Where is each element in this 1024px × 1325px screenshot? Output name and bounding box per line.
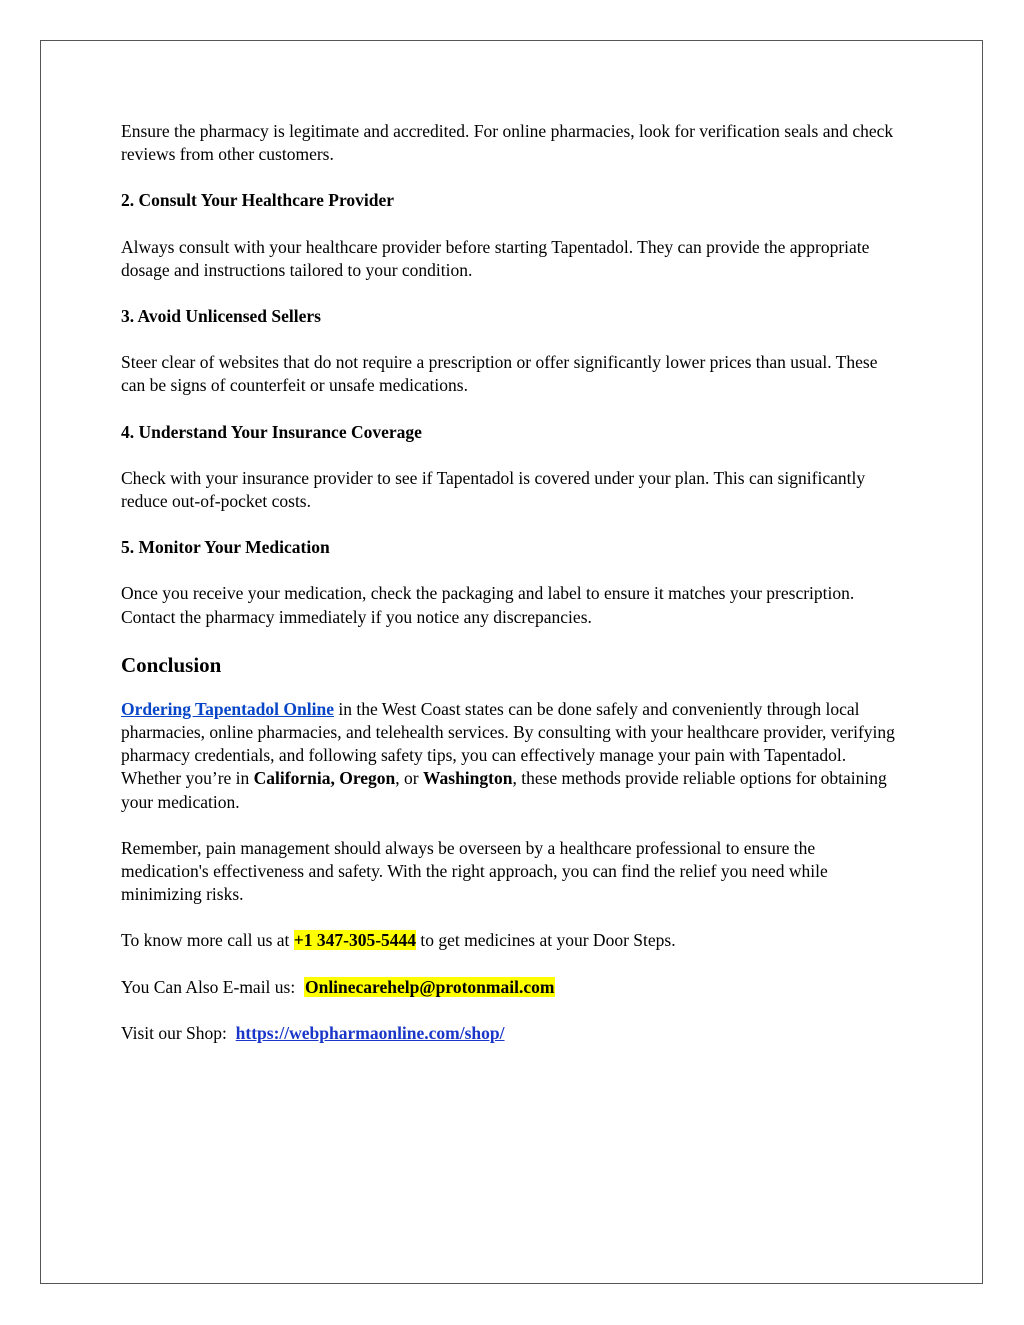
- phone-number[interactable]: +1 347-305-5444: [293, 930, 417, 951]
- section-heading-insurance: 4. Understand Your Insurance Coverage: [121, 421, 422, 442]
- section-heading-monitor: 5. Monitor Your Medication: [121, 537, 330, 558]
- conclusion-text-a: in the West Coast states can be done safely and conveniently through local pharmacies, online pharmacies, and telehealth services. By consulting with your healthcare provider, verifying pharmacy credentials, and following safety tips, you can effectively manage your pain with Tapentadol. Whether you’re in: [121, 698, 895, 789]
- section-body-insurance: Check with your insurance provider to see if Tapentadol is covered under your plan. This can significantly reduce out-of-pocket costs.: [121, 467, 866, 512]
- conclusion-paragraph-1: [121, 698, 901, 814]
- section-heading-unlicensed: 3. Avoid Unlicensed Sellers: [121, 306, 321, 327]
- conclusion-text-c: , these methods provide reliable options for obtaining your medication.: [121, 768, 887, 812]
- email-prefix: You Can Also E-mail us:: [121, 976, 304, 997]
- bold-states: California, Oregon: [253, 768, 396, 789]
- document-body: [121, 120, 901, 1068]
- email-line: [121, 976, 901, 999]
- intro-paragraph: Ensure the pharmacy is legitimate and accredited. For online pharmacies, look for verification seals and check reviews from other customers.: [121, 121, 894, 165]
- section-heading-consult: 2. Consult Your Healthcare Provider: [121, 190, 395, 211]
- shop-prefix: Visit our Shop:: [121, 1022, 236, 1043]
- email-link[interactable]: Onlinecarehelp@protonmail.com: [304, 976, 555, 997]
- call-line: [121, 929, 901, 952]
- section-body-monitor: Once you receive your medication, check the packaging and label to ensure it matches your prescription. Contact the pharmacy immediately if you notice any discrepancies.: [121, 583, 855, 627]
- bold-state-washington: Washington: [422, 768, 513, 789]
- shop-link[interactable]: https://webpharmaonline.com/shop/: [235, 1022, 505, 1043]
- ordering-tapentadol-link[interactable]: Ordering Tapentadol Online: [121, 698, 334, 719]
- section-body-consult: Always consult with your healthcare provider before starting Tapentadol. They can provide the appropriate dosage and instructions tailored to your condition.: [121, 236, 870, 280]
- conclusion-paragraph-2: Remember, pain management should always be overseen by a healthcare professional to ensure the medication's effectiveness and safety. With the right approach, you can find the relief you need while minimizing risks.: [121, 837, 828, 905]
- conclusion-text-b: , or: [395, 768, 423, 789]
- section-body-unlicensed: Steer clear of websites that do not require a prescription or offer significantly lower prices than usual. These can be signs of counterfeit or unsafe medications.: [121, 352, 878, 396]
- conclusion-title: Conclusion: [121, 652, 222, 677]
- call-suffix: to get medicines at your Door Steps.: [416, 930, 676, 951]
- call-prefix: To know more call us at: [121, 930, 294, 951]
- shop-line: [121, 1022, 901, 1045]
